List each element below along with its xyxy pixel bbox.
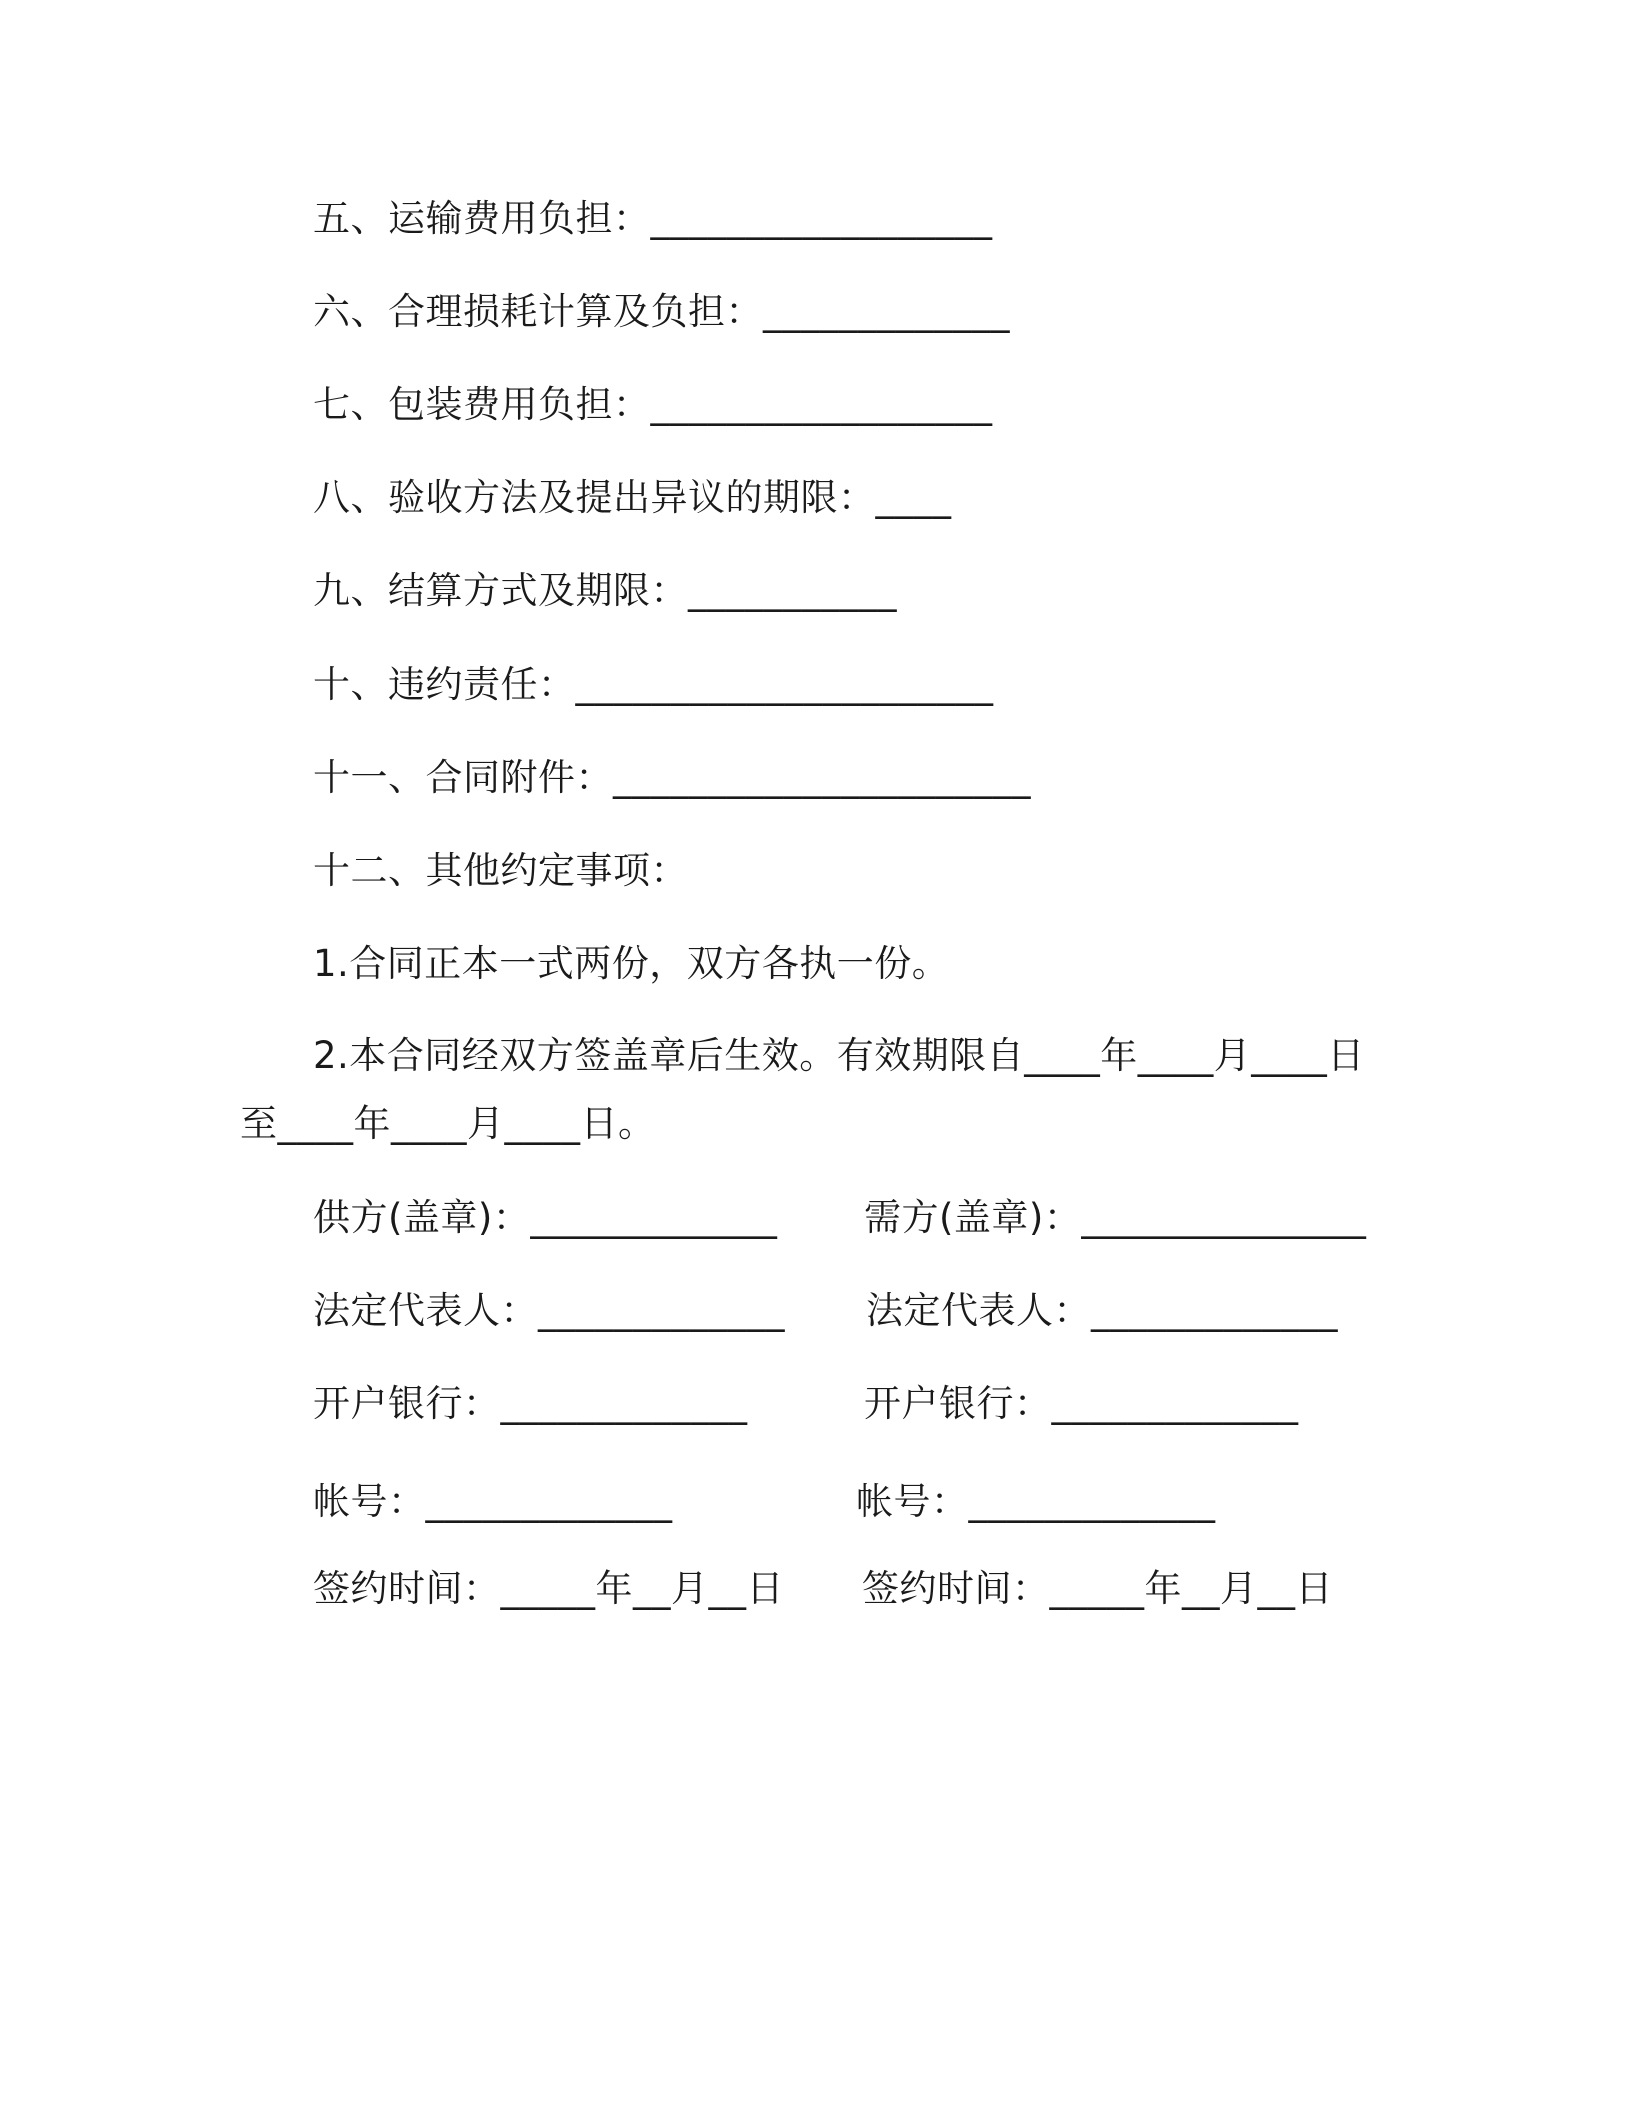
- clause-8: [313, 473, 952, 523]
- item-1-text: 1.合同正本一式两份，双方各执一份。: [313, 942, 950, 985]
- supplier-bank-text: 开户银行：_____________: [313, 1382, 748, 1425]
- buyer-seal-text: 需方(盖章)：_______________: [864, 1196, 1367, 1239]
- buyer-rep-text: 法定代表人：_____________: [866, 1289, 1338, 1332]
- supplier-date-field: [313, 1564, 784, 1614]
- buyer-rep-field: [866, 1286, 1338, 1336]
- clause-5-blank: __________________: [650, 197, 993, 240]
- buyer-account-text: 帐号：_____________: [856, 1480, 1216, 1523]
- buyer-account-field: [856, 1477, 1216, 1527]
- clause-6-blank: _____________: [763, 290, 1010, 333]
- supplier-rep-field: [313, 1286, 785, 1336]
- clause-7: [313, 380, 993, 430]
- clause-7-blank: __________________: [650, 383, 993, 426]
- supplier-bank-field: [313, 1379, 748, 1429]
- clause-6-text: 六、合理损耗计算及负担：: [313, 290, 763, 333]
- clause-8-text: 八、验收方法及提出异议的期限：: [313, 476, 876, 519]
- clause-10-blank: ______________________: [575, 663, 994, 706]
- supplier-rep-text: 法定代表人：_____________: [313, 1289, 785, 1332]
- item-1: [313, 939, 949, 989]
- clause-9-blank: ___________: [688, 569, 897, 612]
- buyer-seal-field: [864, 1193, 1366, 1243]
- clause-7-text: 七、包装费用负担：: [313, 383, 651, 426]
- buyer-bank-field: [864, 1379, 1299, 1429]
- buyer-bank-text: 开户银行：_____________: [864, 1382, 1299, 1425]
- clause-5-text: 五、运输费用负担：: [313, 197, 651, 240]
- clause-5: [313, 194, 993, 244]
- clause-8-blank: ____: [875, 476, 952, 519]
- item-2-text: 2.本合同经双方签盖章后生效。有效期限自____年____月____日至____年____月____日。: [240, 1034, 1365, 1145]
- supplier-seal-text: 供方(盖章)：_____________: [313, 1196, 778, 1239]
- clause-10-text: 十、违约责任：: [313, 663, 576, 706]
- buyer-date-field: [862, 1564, 1333, 1614]
- item-2: [240, 1022, 1376, 1158]
- clause-11: [313, 753, 1031, 803]
- clause-9-text: 九、结算方式及期限：: [313, 569, 688, 612]
- clause-12-text: 十二、其他约定事项：: [313, 849, 688, 892]
- supplier-account-field: [313, 1477, 673, 1527]
- supplier-account-text: 帐号：_____________: [313, 1480, 673, 1523]
- clause-12: [313, 846, 688, 896]
- clause-6: [313, 287, 1010, 337]
- clause-11-blank: ______________________: [613, 756, 1031, 799]
- supplier-seal-field: [313, 1193, 777, 1243]
- supplier-date-text: 签约时间：_____年__月__日: [313, 1567, 784, 1610]
- clause-9: [313, 566, 897, 616]
- clause-11-text: 十一、合同附件：: [313, 756, 613, 799]
- buyer-date-text: 签约时间：_____年__月__日: [862, 1567, 1333, 1610]
- clause-10: [313, 660, 994, 710]
